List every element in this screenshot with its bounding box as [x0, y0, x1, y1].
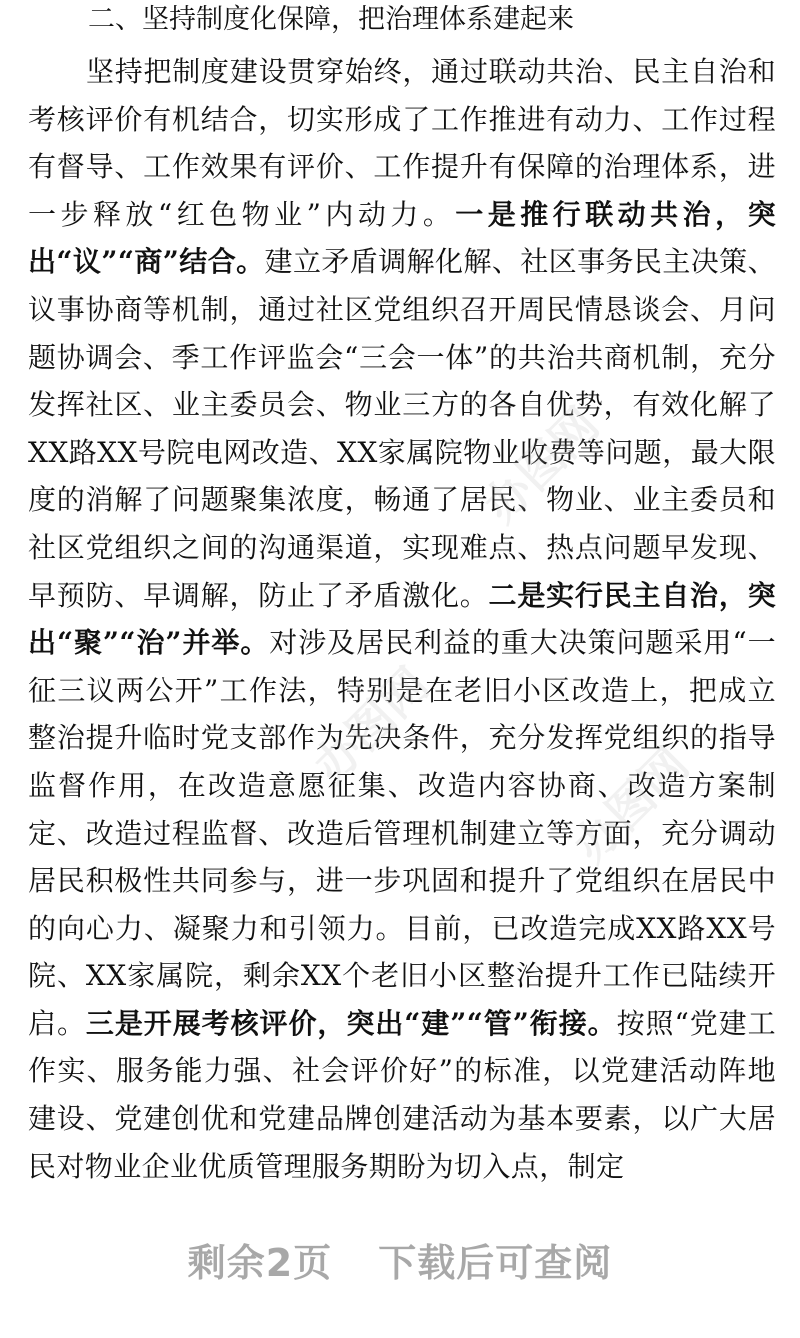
- watermark-text: 办图网: [303, 657, 440, 794]
- paragraph-run: 对涉及居民利益的重大决策问题采用“一征三议两公开”工作法，特别是在老旧小区改造上，把成立整治提升临时党支部作为先决条件，充分发挥党组织的指导监督作用，在改造意愿征集、改造内容协商、改造方案制定、改造过程监督、改造后管理机制建立等方面，充分调动居民积极性共同参与，进一步巩固和提升了党组织在居民中的向心力、凝聚力和引领力。目前，已改造完成XX路XX号院、XX家属院，剩余XX个老旧小区整治提升工作已陆续开启。: [28, 626, 776, 1040]
- paragraph-run: 建立矛盾调解化解、社区事务民主决策、议事协商等机制，通过社区党组织召开周民情恳谈会、月问题协调会、季工作评监会“三会一体”的共治共商机制，充分发挥社区、业主委员会、物业三方的各自优势，有效化解了XX路XX号院电网改造、XX家属院物业收费等问题，最大限度的消解了问题聚集浓度，畅通了居民、物业、业主委员和社区党组织之间的沟通渠道，实现难点、热点问题早发现、早预防、早调解，防止了矛盾激化。: [28, 245, 776, 612]
- paragraph-run-bold: 二是实行民主自治，突出“聚”“治”并举。: [28, 578, 776, 660]
- section-heading: 二、坚持制度化保障，把治理体系建起来: [88, 4, 574, 35]
- remaining-pages-notice[interactable]: [0, 1232, 800, 1287]
- paragraph-run-bold: 一是推行联动共治，突出“议”“商”结合。: [28, 197, 776, 279]
- remaining-pages-label: 剩余2页: [187, 1241, 333, 1285]
- watermark-text: 办图网: [563, 737, 700, 874]
- paragraph-run: 按照“党建工作实、服务能力强、社会评价好”的标准，以党建活动阵地建设、党建创优和党建品牌创建活动为基本要素，以广大居民对物业企业优质管理服务期盼为切入点，制定: [28, 1006, 776, 1183]
- download-to-view-label: 下载后可查阅: [378, 1241, 613, 1285]
- body-paragraph: [28, 48, 776, 1190]
- paragraph-run: 坚持把制度建设贯穿始终，通过联动共治、民主自治和考核评价有机结合，切实形成了工作推进有动力、工作过程有督导、工作效果有评价、工作提升有保障的治理体系，进一步释放“红色物业”内动力。: [28, 55, 776, 231]
- paragraph-run-bold: 三是开展考核评价，突出“建”“管”衔接。: [85, 1006, 617, 1040]
- watermark-text: 办图网: [473, 397, 610, 534]
